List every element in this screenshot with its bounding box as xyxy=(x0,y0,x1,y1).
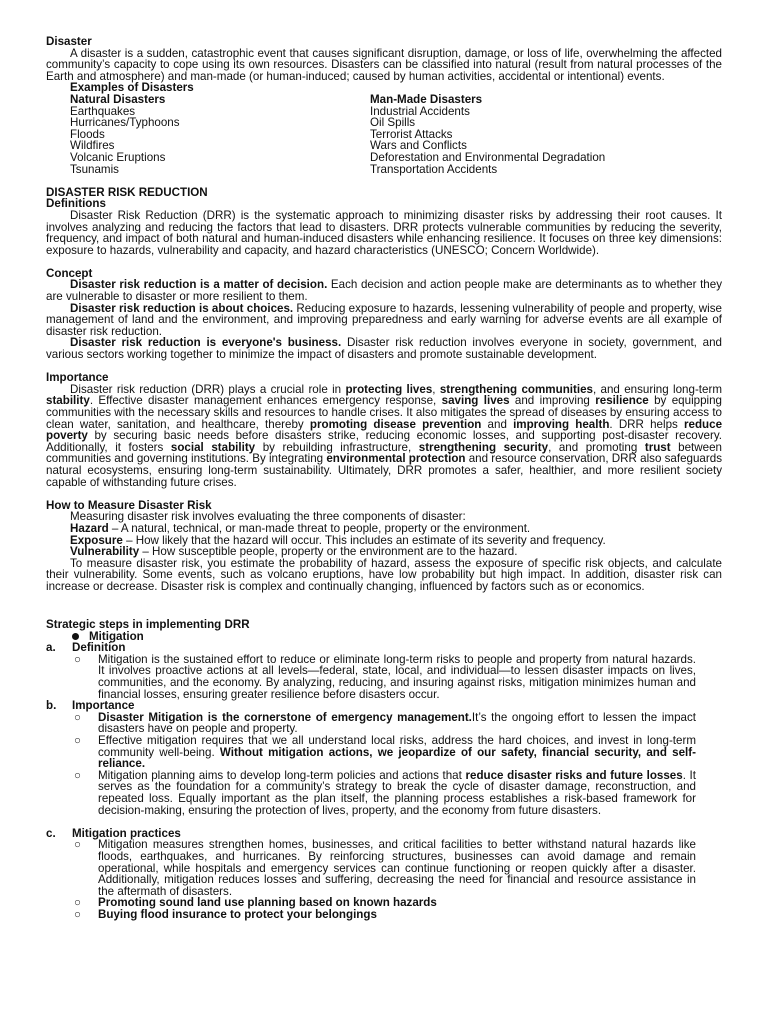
importance-item-plain: Mitigation planning aims to develop long-term policies and actions that xyxy=(98,768,466,782)
manmade-item: Terrorist Attacks xyxy=(370,127,453,141)
importance-bold: trust xyxy=(644,440,671,454)
importance-item-plain: It’s the ongoing effort to lessen the impact disasters have on people and property. xyxy=(98,710,696,736)
practice-text: Mitigation measures strengthen homes, businesses, and critical facilities to better withstand natural hazards like floods, earthquakes, and hurricanes. By reinforcing structures, businesses can avoid damage and remain operational, while hospitals and emergency services can continue functioning or reopen quickly after a disaster. Additionally, mitigation reduces losses and suffering, decreasing the need for financial and resource assistance in the aftermath of disasters. xyxy=(98,838,696,898)
manmade-item: Deforestation and Environmental Degradation xyxy=(370,150,606,164)
importance-bold: stability xyxy=(46,394,90,408)
natural-item: Earthquakes xyxy=(70,104,136,118)
natural-heading: Natural Disasters xyxy=(70,92,166,106)
natural-item: Volcanic Eruptions xyxy=(70,150,166,164)
importance-item-2 xyxy=(74,735,722,770)
measure-intro: Measuring disaster risk involves evaluating the three components of disaster: xyxy=(70,510,466,524)
practice-item-1 xyxy=(74,839,722,897)
circle-bullet-icon: ○ xyxy=(74,907,82,921)
circle-bullet-icon: ○ xyxy=(74,710,82,724)
practice-text: Buying flood insurance to protect your belongings xyxy=(98,907,377,921)
concept-paragraph-1 xyxy=(46,279,722,302)
manmade-disasters-column xyxy=(370,94,676,175)
definition-text: Mitigation is the sustained effort to reduce or eliminate long-term risks to people and property from natural hazards. It involves proactive actions at all levels—federal, state, local, and individual—to lessen disaster impacts on lives, communities, and the economy. By analyzing, reducing, and insuring against risks, mitigation minimizes human and financial losses, ensuring greater resilience before disasters occur. xyxy=(98,652,696,701)
importance-text: and resource conservation, DRR also safeguards natural ecosystems, ensuring long-term sustainability. Ultimately, DRR promotes a safer, healthier, and more resilient society capable of withstanding future crises. xyxy=(46,452,722,489)
concept-paragraph-2 xyxy=(46,303,722,338)
importance-bold: reduce poverty xyxy=(46,417,723,443)
concept-text-2: Reducing exposure to hazards, lessening vulnerability of people and property, wise management of land and the environment, and improving preparedness and early warning for adverse events are all example of disaster risk reduction. xyxy=(46,301,722,338)
importance-bold: strengthening communities xyxy=(439,382,593,396)
drr-heading: DISASTER RISK REDUCTION xyxy=(46,185,208,199)
natural-item: Tsunamis xyxy=(70,162,119,176)
importance-bold: promoting disease prevention xyxy=(309,417,482,431)
importance-bold: resilience xyxy=(595,394,649,408)
manmade-item: Oil Spills xyxy=(370,116,416,130)
examples-table xyxy=(70,94,722,175)
concept-bold-1: Disaster risk reduction is a matter of decision. xyxy=(70,278,328,292)
concept-heading: Concept xyxy=(46,266,93,280)
document-page xyxy=(46,36,722,921)
measure-closing: To measure disaster risk, you estimate the probability of hazard, assess the exposure of specific risk objects, and calculate their vulnerability. Some events, such as volcano eruptions, have low probability but high impact. In addition, disaster risk can increase or decrease. Disaster risk is complex and continually changing, influenced by factors such as or economics. xyxy=(46,556,722,593)
manmade-item: Industrial Accidents xyxy=(370,104,470,118)
importance-paragraph xyxy=(46,384,722,488)
circle-bullet-icon: ○ xyxy=(74,734,82,748)
disaster-intro: A disaster is a sudden, catastrophic event that causes significant disruption, damage, or loss of life, overwhelming the affected community’s capacity to cope using its own resources. Disasters can be classified into natural (result from natural processes of the Earth and atmosphere) and man-made (or human-induced; caused by human activities, accidental or intentional) events. xyxy=(46,46,722,83)
importance-item-bold: reduce disaster risks and future losses xyxy=(465,768,683,782)
importance-item-1 xyxy=(74,712,722,735)
section-letter: a. xyxy=(46,641,56,655)
concept-text-1: Each decision and action people make are determinants as to whether they are vulnerable to disaster or more resilient to them. xyxy=(46,278,722,304)
importance-text: between communities and governing institutions. By integrating xyxy=(46,440,722,466)
importance-item-text xyxy=(98,735,696,770)
importance-text: by rebuilding infrastructure, xyxy=(255,440,419,454)
concept-paragraph-3 xyxy=(46,337,722,360)
importance-item-plain: . It serves as the foundation for a community’s strategy to break the cycle of disaster damage, reconstruction, and repeated loss. Equally important as the plan itself, the planning process establishes a risk-based framework for decision-making, ensuring the protection of lives, property, and the economy from future disasters. xyxy=(98,768,696,817)
importance-text: , xyxy=(432,382,440,396)
importance-bold: improving health xyxy=(513,417,610,431)
strategic-heading: Strategic steps in implementing DRR xyxy=(46,618,250,632)
importance-bold: social stability xyxy=(170,440,256,454)
disaster-heading: Disaster xyxy=(46,35,92,48)
concept-bold-2: Disaster risk reduction is about choices. xyxy=(70,301,294,315)
circle-bullet-icon: ○ xyxy=(74,652,82,666)
importance-bold: environmental protection xyxy=(326,452,466,466)
natural-disasters-column xyxy=(70,94,370,175)
natural-item: Wildfires xyxy=(70,139,115,153)
hazard-text: – A natural, technical, or man-made threat to people, property or the environment. xyxy=(108,521,531,535)
definitions-heading: Definitions xyxy=(46,197,106,211)
hazard-term: Hazard xyxy=(70,521,109,535)
definition-item xyxy=(74,654,722,700)
importance-item-text xyxy=(98,770,696,816)
importance-bold: strengthening security xyxy=(418,440,549,454)
exposure-term: Exposure xyxy=(70,533,123,547)
importance-heading: Importance xyxy=(46,371,109,385)
section-letter: b. xyxy=(46,699,57,713)
manmade-item: Wars and Conflicts xyxy=(370,139,467,153)
measure-heading: How to Measure Disaster Risk xyxy=(46,498,212,512)
importance-item-plain: Effective mitigation requires that we all understand local risks, address the hard choices, and invest in long-term community well-being. xyxy=(98,734,696,759)
natural-item: Hurricanes/Typhoons xyxy=(70,116,180,130)
section-letter: c. xyxy=(46,826,56,840)
section-label: Importance xyxy=(72,699,135,713)
vulnerability-definition xyxy=(46,546,722,558)
section-label: Definition xyxy=(72,641,126,655)
importance-bold: saving lives xyxy=(441,394,510,408)
importance-item-bold: Disaster Mitigation is the cornerstone of emergency management. xyxy=(98,710,472,724)
concept-text-3: Disaster risk reduction involves everyone in society, government, and various sectors working together to minimize the impact of disasters and promote sustainable development. xyxy=(46,336,722,362)
importance-bold: protecting lives xyxy=(345,382,433,396)
circle-bullet-icon: ○ xyxy=(74,896,82,910)
natural-item: Floods xyxy=(70,127,105,141)
manmade-item: Transportation Accidents xyxy=(370,162,498,176)
importance-text: . Effective disaster management enhances emergency response, xyxy=(89,394,442,408)
mitigation-bullet xyxy=(72,631,722,643)
vulnerability-text: – How susceptible people, property or the environment are to the hazard. xyxy=(139,545,518,559)
drr-definition: Disaster Risk Reduction (DRR) is the systematic approach to minimizing disaster risks by addressing their root causes. It involves analyzing and reducing the factors that lead to disasters. DRR protects vulnerable communities by reducing the severity, frequency, and impact of both natural and human-induced disasters while enhancing resilience. It focuses on three key dimensions: exposure to hazards, vulnerability and capacity, and hazard characteristics (UNESCO; Concern Worldwide). xyxy=(46,208,722,257)
manmade-heading: Man-Made Disasters xyxy=(370,92,483,106)
practice-text: Promoting sound land use planning based on known hazards xyxy=(98,896,437,910)
circle-bullet-icon: ○ xyxy=(74,768,82,782)
importance-text: . DRR helps xyxy=(609,417,684,431)
importance-text: by equipping communities with the necessary skills and resources to handle crises. It also mitigates the spread of diseases by ensuring access to clean water, sanitation, and healthcare, thereby xyxy=(46,394,723,431)
exposure-text: – How likely that the hazard will occur. This includes an estimate of its severity and frequency. xyxy=(122,533,606,547)
importance-item-bold: Without mitigation actions, we jeopardize of our safety, financial security, and self-reliance. xyxy=(98,745,696,771)
circle-bullet-icon: ○ xyxy=(74,838,82,852)
importance-text: and xyxy=(481,417,514,431)
examples-heading: Examples of Disasters xyxy=(70,81,194,95)
importance-text: , and promoting xyxy=(548,440,645,454)
importance-text: by securing basic needs before disasters strike, reducing economic losses, and supporting post-disaster recovery. Additionally, it fosters xyxy=(46,429,722,454)
importance-item-3 xyxy=(74,770,722,816)
importance-text: , and ensuring long-term xyxy=(592,382,722,396)
mitigation-label: Mitigation xyxy=(89,629,144,643)
bullet-dot-icon xyxy=(72,633,79,640)
practice-item-3 xyxy=(74,909,722,921)
section-label: Mitigation practices xyxy=(72,826,181,840)
concept-bold-3: Disaster risk reduction is everyone's business. xyxy=(70,336,342,350)
importance-item-text xyxy=(98,712,696,735)
importance-text: Disaster risk reduction (DRR) plays a crucial role in xyxy=(70,382,346,396)
vulnerability-term: Vulnerability xyxy=(70,545,140,559)
importance-text: and improving xyxy=(509,394,596,408)
